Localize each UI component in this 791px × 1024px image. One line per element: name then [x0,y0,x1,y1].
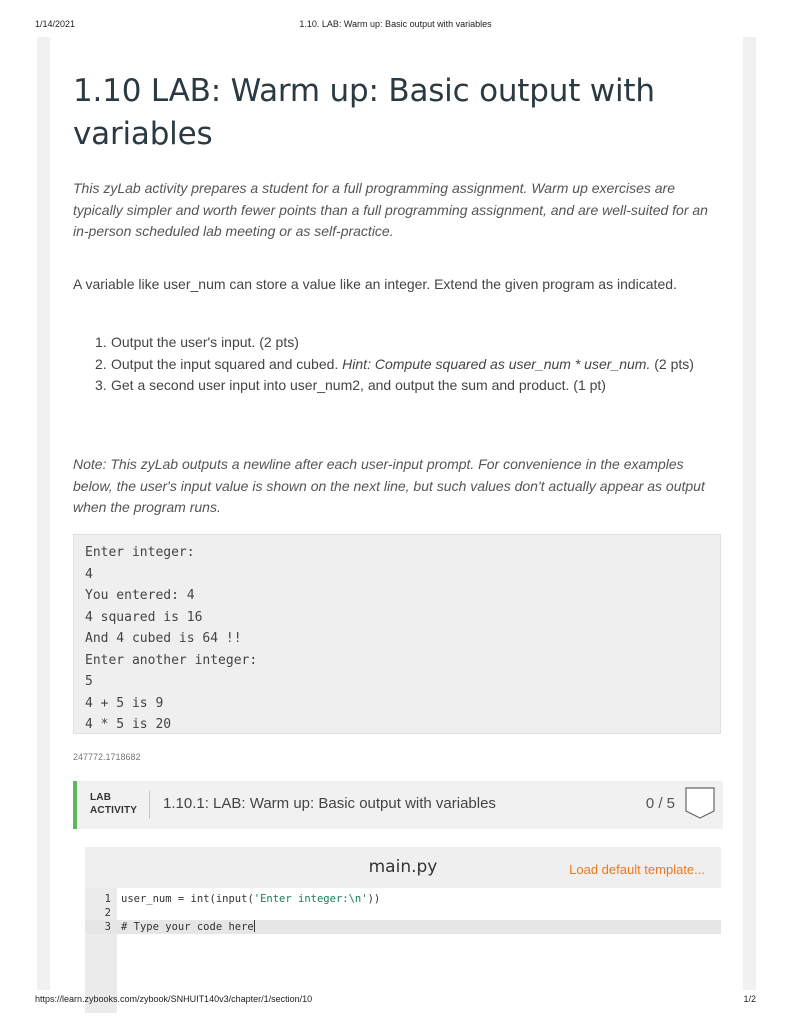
example-line: Enter another integer: [85,652,258,668]
example-output-box [73,534,721,734]
lab-title: 1.10.1: LAB: Warm up: Basic output with variables [163,795,496,812]
print-footer [0,990,791,1024]
print-url: https://learn.zybooks.com/zybook/SNHUIT140v3/chapter/1/section/10 [35,994,313,1004]
example-line: You entered: 4 [85,588,195,603]
step-number: 3. [95,377,107,394]
print-header [0,0,791,34]
print-page-number: 1/2 [743,994,756,1004]
lab-editor-panel [73,829,723,994]
steps-list [73,332,723,397]
editor-filebar [85,847,721,887]
line-number: 1 [104,893,111,905]
print-date: 1/14/2021 [35,19,76,29]
completion-badge-icon [685,787,715,819]
step-item [73,375,723,397]
example-line: 4 + 5 is 9 [85,695,164,711]
note-text: Note: This zyLab outputs a newline after each user-input prompt. For convenience in the examples below, the user's input value is shown on the next line, but such values don't actually appear as output when the program runs. [73,456,705,516]
code-comment [121,920,255,934]
example-line: 5 [85,674,93,689]
lab-activity-label [90,791,137,817]
example-line: 4 * 5 is 20 [85,717,172,732]
lab-divider [149,791,150,819]
step-hint: Hint: Compute squared as user_num * user_num. [342,355,651,372]
example-line: 4 squared is 16 [85,609,203,625]
section-content [73,70,723,933]
code-line[interactable] [85,906,721,920]
step-number: 2. [95,355,107,372]
code-line-active[interactable] [85,920,721,934]
lab-activity-header [73,781,723,829]
example-line: And 4 cubed is 64 !! [85,631,242,646]
example-line: Enter integer: [85,545,195,560]
code-text: user_num = int(input('Enter integer:\n')) [121,893,381,905]
lab-label-line1: LAB [90,792,112,803]
page-gutter-left [37,37,50,990]
intro-text: This zyLab activity prepares a student for a full programming assignment. Warm up exercises are typically simpler and worth fewer points than a full programming assignment, and are well-suited for an in-person scheduled lab meeting or as self-practice. [73,180,708,240]
page-title-line2: variables [73,116,213,152]
example-line: 4 [85,566,93,582]
text-cursor [254,920,255,932]
code-comment-text: # Type your code here [121,921,254,933]
step-text: Output the input squared and cubed. [111,355,343,372]
step-item [73,332,723,354]
page-title [73,70,723,156]
line-number: 2 [104,907,111,919]
activity-id: 247772.1718682 [73,752,141,762]
load-default-template-link[interactable]: Load default template... [569,862,705,877]
editor-filename: main.py [368,857,438,877]
description-text: A variable like user_num can store a value like an integer. Extend the given program as indicated. [73,276,677,292]
page-title-line1: 1.10 LAB: Warm up: Basic output with [73,73,655,109]
lab-score: 0 / 5 [645,795,675,812]
code-line[interactable] [85,892,721,906]
step-text: Get a second user input into user_num2, and output the sum and product. (1 pt) [111,377,606,394]
print-title: 1.10. LAB: Warm up: Basic output with variables [299,19,492,29]
lab-label-line2: ACTIVITY [90,805,138,816]
step-item [73,354,723,376]
step-text-after: (2 pts) [650,355,694,372]
code-editor [85,847,721,1007]
page-gutter-right [743,37,756,990]
step-text: Output the user's input. (2 pts) [111,334,299,350]
line-number: 3 [104,921,111,933]
step-number: 1. [95,334,107,350]
